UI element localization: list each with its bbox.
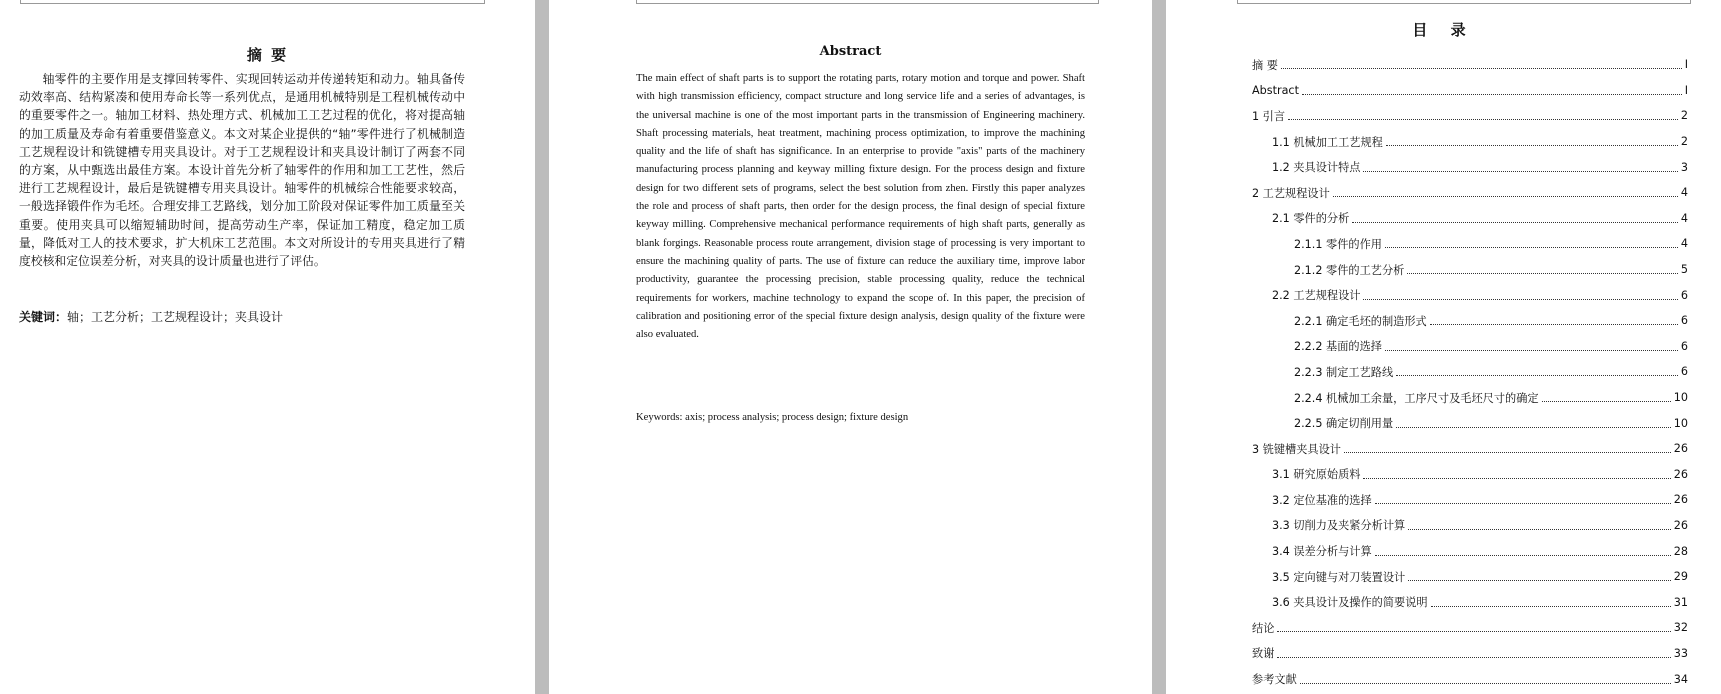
toc-entry-page: 4: [1680, 211, 1688, 225]
toc-leader-dots: [1385, 350, 1678, 351]
toc-entry[interactable]: [1252, 52, 1688, 78]
toc-entry-title: 1 引言: [1252, 109, 1286, 123]
toc-entry[interactable]: [1252, 513, 1688, 539]
toc-entry-title: 2.1.2 零件的工艺分析: [1294, 263, 1405, 277]
toc-leader-dots: [1363, 299, 1677, 300]
toc-entry[interactable]: [1252, 385, 1688, 411]
page-header-line: [20, 0, 485, 4]
toc-entry-title: 摘 要: [1252, 58, 1278, 72]
toc-entry-title: 2.2.2 基面的选择: [1294, 340, 1382, 354]
toc-entry-page: 28: [1673, 544, 1688, 558]
toc-entry-title: 2.2.1 确定毛坯的制造形式: [1294, 314, 1427, 328]
toc-entry[interactable]: [1252, 410, 1688, 436]
abstract-body: The main effect of shaft parts is to support the rotating parts, rotary motion and torque and power. Shaft with high transmission efficiency, compact structure and long service life and a series of advantages, is the universal machine is one of the most important parts in the transmission of Engineering machinery. Shaft processing materials, heat treatment, machining process optimization, to improve the machining quality and the life of shaft has significance. In an enterprise to provide "axis" parts of the machinery manufacturing process planning and keyway milling fixture design. For the process design and fixture design for two different sets of programs, select the best solution from zhen. Firstly this paper analyzes the role and process of shaft parts, then order for the design process, the final design of special fixture keyway milling. Comprehensive mechanical performance requirements of high shaft parts, generally as blank forgings. Reasonable process route arrangement, division stage of processing is very important to ensure the machining quality of parts. The use of fixture can reduce the auxiliary time, improve labor productivity, guarantee the processing precision, stable processing quality, reduce the technical requirements for workers, machine technology to expand the scope of. In this paper, the precision of calibration and positioning error of the special fixture design analysis, design quality of the fixture were also evaluated.: [636, 73, 1085, 341]
toc-entry-title: 3.6 夹具设计及操作的简要说明: [1272, 596, 1428, 610]
toc-entry-title: 2 工艺规程设计: [1252, 186, 1330, 200]
toc-entry[interactable]: [1252, 180, 1688, 206]
toc-entry-page: I: [1684, 58, 1688, 72]
toc-entry-title: Abstract: [1252, 83, 1299, 97]
toc-entry-page: 26: [1673, 467, 1688, 481]
toc-entry[interactable]: [1252, 308, 1688, 334]
toc-entry-page: 6: [1680, 288, 1688, 302]
toc-entry-page: 26: [1673, 442, 1688, 456]
page-chinese-abstract: [0, 0, 535, 694]
toc-entry-page: I: [1684, 83, 1688, 97]
toc-entry-page: 2: [1680, 135, 1688, 149]
page-title: 目 录: [1412, 21, 1475, 39]
toc-list: [1252, 52, 1688, 692]
toc-entry-title: 2.2.4 机械加工余量，工序尺寸及毛坯尺寸的确定: [1294, 391, 1539, 405]
page-title: Abstract: [819, 44, 882, 59]
toc-entry[interactable]: [1252, 436, 1688, 462]
toc-entry-page: 3: [1680, 160, 1688, 174]
toc-entry-title: 2.2 工艺规程设计: [1272, 289, 1361, 303]
toc-leader-dots: [1333, 196, 1678, 197]
toc-entry[interactable]: [1252, 538, 1688, 564]
toc-leader-dots: [1363, 478, 1670, 479]
toc-leader-dots: [1281, 68, 1682, 69]
toc-entry-title: 2.1 零件的分析: [1272, 212, 1350, 226]
toc-entry-page: 10: [1673, 391, 1688, 405]
toc-entry[interactable]: [1252, 334, 1688, 360]
toc-entry-page: 4: [1680, 237, 1688, 251]
toc-entry[interactable]: [1252, 231, 1688, 257]
toc-leader-dots: [1352, 222, 1678, 223]
toc-entry-page: 29: [1673, 570, 1688, 584]
toc-leader-dots: [1396, 375, 1678, 376]
toc-entry-page: 5: [1680, 263, 1688, 277]
toc-entry-page: 32: [1673, 621, 1688, 635]
toc-entry-title: 3.4 误差分析与计算: [1272, 545, 1372, 559]
toc-leader-dots: [1344, 452, 1671, 453]
page-header-line: [636, 0, 1099, 4]
toc-leader-dots: [1408, 580, 1671, 581]
abstract-body: 轴零件的主要作用是支撑回转零件、实现回转运动并传递转矩和动力。轴具备传动效率高、结构紧凑和使用寿命长等一系列优点，是通用机械特别是工程机械传动中的重要零件之一。轴加工材料、热处理方式、机械加工工艺过程的优化，将对提高轴的加工质量及寿命有着重要借鉴意义。本文对某企业提供的“轴”零件进行了机械制造工艺规程设计和铣键槽专用夹具设计。对于工艺规程设计和夹具设计制订了两套不同的方案，从中甄选出最佳方案。本设计首先分析了轴零件的作用和加工工艺性，然后进行工艺规程设计，最后是铣键槽专用夹具设计。轴零件的机械综合性能要求较高，一般选择锻件作为毛坯。合理安排工艺路线，划分加工阶段对保证零件加工质量至关重要。使用夹具可以缩短辅助时间，提高劳动生产率，保证加工精度，稳定加工质量，降低对工人的技术要求，扩大机床工艺范围。本文对所设计的专用夹具进行了精度校核和定位误差分析，对夹具的设计质量也进行了评估。: [19, 72, 465, 269]
toc-entry-page: 10: [1673, 416, 1688, 430]
toc-entry-page: 6: [1680, 314, 1688, 328]
toc-entry[interactable]: [1252, 487, 1688, 513]
toc-entry-title: 2.2.3 制定工艺路线: [1294, 365, 1394, 379]
toc-entry-title: 致谢: [1252, 647, 1275, 661]
toc-leader-dots: [1363, 171, 1677, 172]
keywords-line: Keywords: axis; process analysis; process design; fixture design: [636, 412, 909, 423]
toc-leader-dots: [1300, 683, 1671, 684]
keywords-label: 关键词：: [19, 310, 68, 324]
toc-entry-title: 3.3 切削力及夹紧分析计算: [1272, 519, 1406, 533]
toc-entry-page: 2: [1680, 109, 1688, 123]
toc-leader-dots: [1407, 273, 1678, 274]
toc-entry[interactable]: [1252, 78, 1688, 104]
toc-leader-dots: [1396, 427, 1671, 428]
toc-entry-page: 31: [1673, 595, 1688, 609]
toc-leader-dots: [1302, 94, 1682, 95]
toc-leader-dots: [1408, 529, 1671, 530]
toc-entry-title: 3.1 研究原始质料: [1272, 468, 1361, 482]
toc-entry-page: 4: [1680, 186, 1688, 200]
toc-entry-page: 26: [1673, 493, 1688, 507]
toc-entry[interactable]: [1252, 154, 1688, 180]
toc-entry-page: 6: [1680, 365, 1688, 379]
toc-entry[interactable]: [1252, 359, 1688, 385]
toc-entry-title: 结论: [1252, 621, 1275, 635]
toc-entry[interactable]: [1252, 666, 1688, 692]
toc-entry[interactable]: [1252, 206, 1688, 232]
toc-leader-dots: [1288, 119, 1678, 120]
toc-entry[interactable]: [1252, 462, 1688, 488]
toc-entry-title: 2.1.1 零件的作用: [1294, 237, 1382, 251]
toc-entry-title: 1.2 夹具设计特点: [1272, 161, 1361, 175]
toc-entry[interactable]: [1252, 589, 1688, 615]
toc-entry[interactable]: [1252, 282, 1688, 308]
toc-leader-dots: [1431, 606, 1671, 607]
page-table-of-contents: [1166, 0, 1721, 694]
toc-leader-dots: [1386, 145, 1678, 146]
toc-entry-title: 3.2 定位基准的选择: [1272, 493, 1372, 507]
toc-entry[interactable]: [1252, 257, 1688, 283]
toc-entry[interactable]: [1252, 564, 1688, 590]
keywords-text: 轴；工艺分析；工艺规程设计；夹具设计: [67, 310, 284, 324]
page-title: 摘 要: [246, 46, 289, 64]
toc-leader-dots: [1375, 503, 1671, 504]
toc-leader-dots: [1375, 555, 1671, 556]
toc-leader-dots: [1277, 631, 1670, 632]
toc-entry-title: 3.5 定向键与对刀装置设计: [1272, 570, 1406, 584]
toc-entry-title: 参考文献: [1252, 673, 1297, 687]
toc-entry[interactable]: [1252, 615, 1688, 641]
toc-entry[interactable]: [1252, 103, 1688, 129]
toc-entry-title: 3 铣键槽夹具设计: [1252, 442, 1341, 456]
toc-leader-dots: [1542, 401, 1671, 402]
toc-leader-dots: [1277, 657, 1670, 658]
toc-entry-page: 6: [1680, 339, 1688, 353]
toc-entry[interactable]: [1252, 129, 1688, 155]
page-header-line: [1237, 0, 1691, 4]
toc-entry-page: 26: [1673, 518, 1688, 532]
toc-entry[interactable]: [1252, 641, 1688, 667]
keywords-line: [19, 308, 465, 325]
toc-entry-page: 34: [1673, 672, 1688, 686]
toc-entry-title: 1.1 机械加工工艺规程: [1272, 135, 1383, 149]
toc-entry-title: 2.2.5 确定切削用量: [1294, 417, 1394, 431]
toc-entry-page: 33: [1673, 646, 1688, 660]
page-english-abstract: [549, 0, 1152, 694]
toc-leader-dots: [1385, 247, 1678, 248]
toc-leader-dots: [1430, 324, 1678, 325]
